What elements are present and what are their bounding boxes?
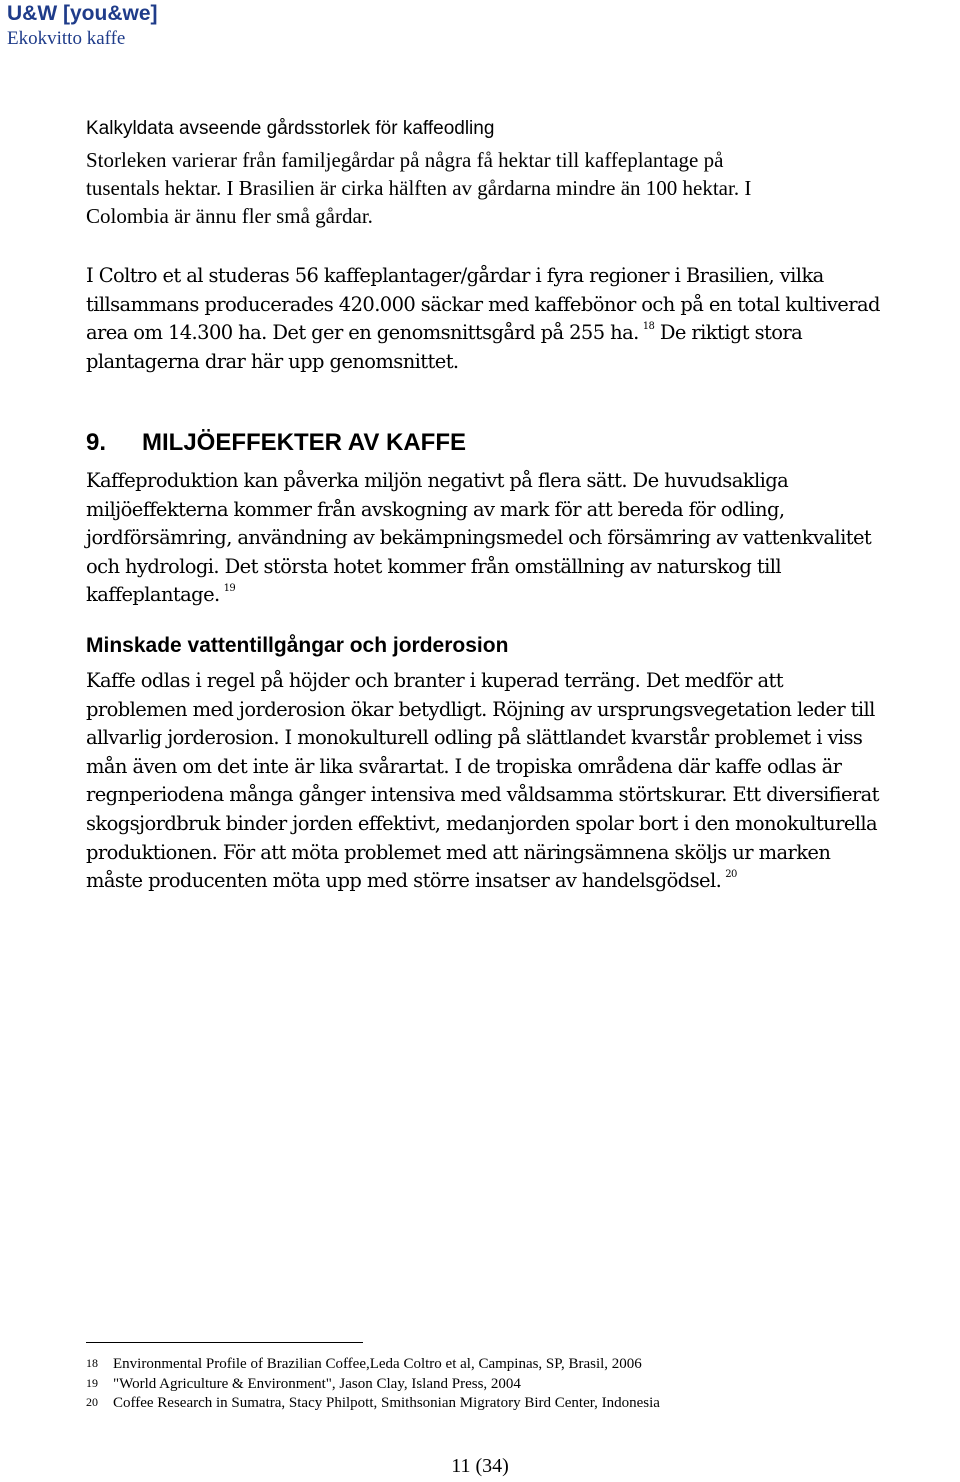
footnote-text: Coffee Research in Sumatra, Stacy Philpott, Smithsonian Migratory Bird Center, Indonesia [113,1395,660,1411]
paragraph-line: allvarlig jorderosion. I monokulturell odling på slättlandet kvarstår problemet i viss [86,726,863,750]
paragraph-line [86,319,956,348]
footnote-separator [86,1342,363,1343]
section-title: MILJÖEFFEKTER AV KAFFE [142,429,466,456]
footnote-number: 20 [86,1395,98,1409]
footnote-text: Environmental Profile of Brazilian Coffee,Leda Coltro et al, Campinas, SP, Brasil, 2006 [113,1356,642,1372]
footnote-number: 19 [86,1375,98,1390]
paragraph-line: tusentals hektar. I Brasilien är cirka hälften av gårdarna mindre än 100 hektar. I [86,176,752,200]
paragraph-line: tillsammans producerades 420.000 säckar med kaffebönor och på en total kultiverad [86,292,880,316]
paragraph-text: De riktigt stora [659,321,803,345]
paragraph-line: Colombia är ännu fler små gårdar. [86,204,373,228]
section-heading [86,429,466,457]
paragraph-line: problemen med jorderosion ökar betydligt. Röjning av ursprungsvegetation leder till [86,697,875,721]
paragraph-line [86,581,956,610]
paragraph-line: plantagerna drar här upp genomsnittet. [86,349,459,373]
footnote-ref-20[interactable]: 20 [725,869,737,881]
paragraph-environment [86,467,956,610]
paragraph-line [86,867,956,896]
paragraph-line: regnperiodena många gånger intensiva med våldsamma störtskurar. Ett diversifierat [86,783,879,807]
footnote-text: "World Agriculture & Environment", Jason Clay, Island Press, 2004 [113,1375,521,1392]
paragraph-text: kaffeplantage. [86,583,220,607]
paragraph-line: Kaffeproduktion kan påverka miljön negativt på flera sätt. De huvudsakliga [86,469,789,492]
paragraph-text: måste producenten möta upp med större insatser av handelsgödsel. [86,869,722,893]
page-number: 11 (34) [451,1455,509,1477]
paragraph-text: area om 14.300 ha. Det ger en genomsnittsgård på 255 ha. [86,321,639,345]
brand-title: U&W [you&we] [7,2,158,25]
document-subtitle: Ekokvitto kaffe [7,28,126,49]
paragraph-line: och hydrologi. Det största hotet kommer från omställning av naturskog till [86,554,781,578]
paragraph-line: Storleken varierar från familjegårdar på några få hektar till kaffeplantage på [86,148,724,172]
paragraph-line: I Coltro et al studeras 56 kaffeplantager/gårdar i fyra regioner i Brasilien, vilka [86,264,824,287]
paragraph-line: miljöeffekterna kommer från avskogning av mark för att bereda för odling, [86,497,785,521]
paragraph-farm-size [86,146,956,230]
paragraph-line: Kaffe odlas i regel på höjder och branter i kuperad terräng. Det medför att [86,669,783,692]
paragraph-line: jordförsämring, användning av bekämpningsmedel och försämring av vattenkvalitet [86,526,872,550]
paragraph-line: mån även om det inte är lika svårartat. I de tropiska områdena där kaffe odlas är [86,754,842,778]
paragraph-coltro [86,262,956,376]
footnote-number: 18 [86,1356,98,1370]
paragraph-line: produktionen. För att möta problemet med att näringsämnena sköljs ur marken [86,840,831,864]
paragraph-line: skogsjordbruk binder jorden effektivt, medanjorden spolar bort i den monokulturella [86,811,878,835]
section-number: 9. [86,429,107,456]
footnote-ref-18[interactable]: 18 [642,321,655,333]
subheading: Minskade vattentillgångar och jorderosion [86,634,509,657]
paragraph-water-erosion [86,667,956,896]
document-header [7,0,158,50]
footnote-ref-19[interactable]: 19 [223,583,236,595]
calc-heading: Kalkyldata avseende gårdsstorlek för kaffeodling [86,118,495,139]
